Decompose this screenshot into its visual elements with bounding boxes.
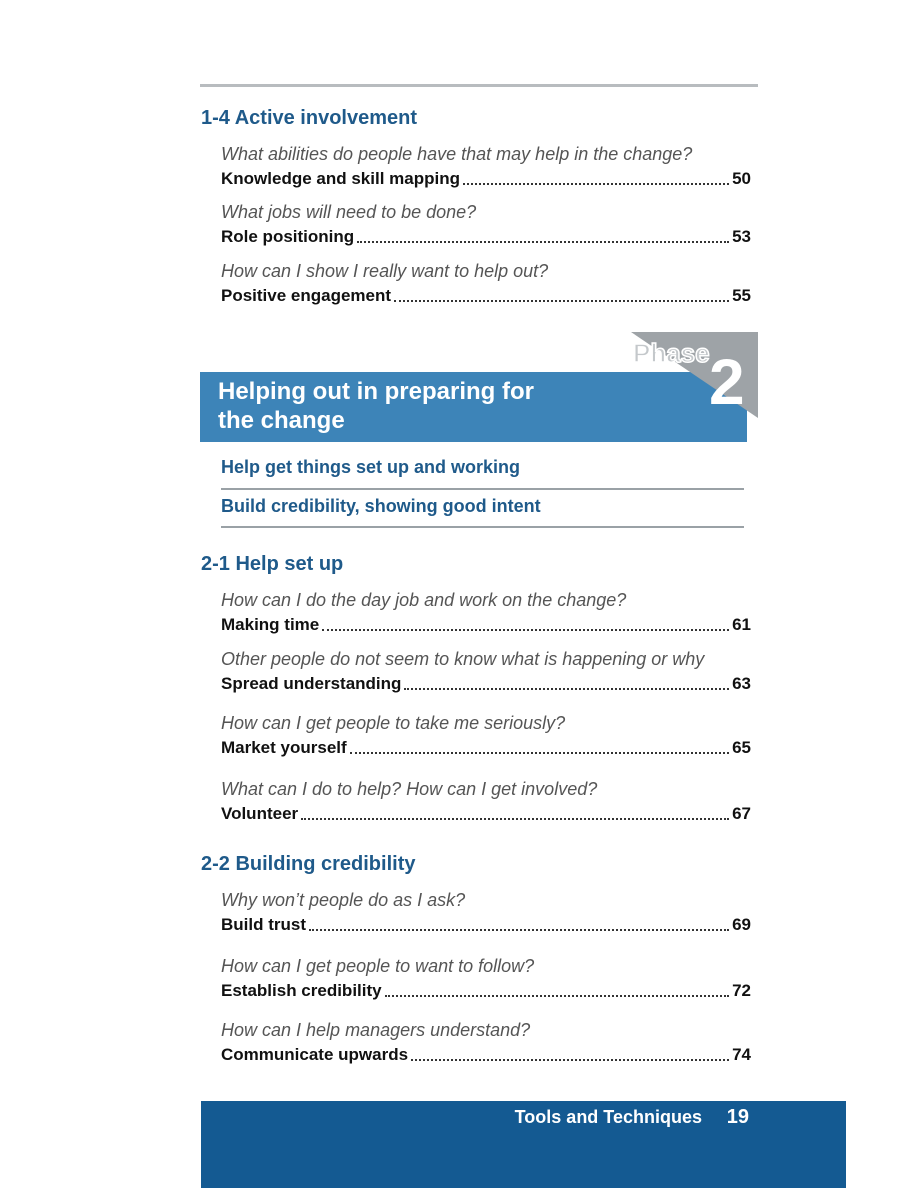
phase-title-line2: the change (218, 407, 345, 434)
page-footer (201, 1101, 846, 1188)
dot-leader (404, 688, 729, 690)
entry-page: 53 (732, 227, 751, 246)
toc-entry[interactable] (221, 712, 751, 759)
entry-question: What abilities do people have that may help in the change? (221, 144, 693, 164)
entry-title: Spread understanding (221, 674, 402, 693)
phase-2-badge (631, 332, 758, 418)
toc-entry[interactable] (221, 955, 751, 1002)
badge-number: 2 (709, 346, 745, 418)
entry-question: What can I do to help? How can I get involved? (221, 779, 598, 799)
toc-entry[interactable] (221, 143, 751, 190)
dot-leader (463, 183, 729, 185)
entry-title: Market yourself (221, 738, 347, 757)
entry-question: How can I get people to want to follow? (221, 956, 535, 976)
dot-leader (385, 995, 729, 997)
objective-rule (221, 526, 744, 528)
objective-rule (221, 488, 744, 490)
section-heading-1-4: 1-4 Active involvement (201, 107, 418, 129)
dot-leader (350, 752, 729, 754)
entry-page: 72 (732, 981, 751, 1000)
phase-objective: Help get things set up and working (221, 457, 521, 477)
entry-question: Other people do not seem to know what is happening or why (221, 649, 705, 669)
toc-entry[interactable] (221, 889, 751, 936)
entry-page: 63 (732, 674, 751, 693)
entry-page: 67 (732, 804, 751, 823)
footer-label: Tools and Techniques (514, 1107, 702, 1127)
entry-question: How can I show I really want to help out? (221, 261, 549, 281)
entry-question: Why won’t people do as I ask? (221, 890, 466, 910)
entry-title: Making time (221, 615, 320, 634)
toc-entry[interactable] (221, 201, 751, 248)
toc-entry[interactable] (221, 589, 751, 636)
page-number: 19 (726, 1106, 749, 1128)
entry-question: How can I get people to take me seriously? (221, 713, 566, 733)
entry-question: How can I help managers understand? (221, 1020, 531, 1040)
phase-title-line1: Helping out in preparing for (218, 378, 534, 405)
phase-title (218, 377, 598, 435)
entry-page: 65 (732, 738, 751, 757)
dot-leader (411, 1059, 729, 1061)
entry-title: Positive engagement (221, 286, 392, 305)
toc-entry[interactable] (221, 260, 751, 307)
entry-title: Communicate upwards (221, 1045, 409, 1064)
entry-page: 55 (732, 286, 751, 305)
dot-leader (322, 629, 729, 631)
entry-title: Role positioning (221, 227, 355, 246)
dot-leader (394, 300, 729, 302)
entry-title: Establish credibility (221, 981, 382, 1000)
entry-question: How can I do the day job and work on the change? (221, 590, 627, 610)
toc-entry[interactable] (221, 1019, 751, 1066)
toc-entry[interactable] (221, 648, 751, 695)
dot-leader (301, 818, 729, 820)
dot-leader (357, 241, 729, 243)
phase-objective: Build credibility, showing good intent (221, 496, 541, 516)
dot-leader (309, 929, 729, 931)
entry-title: Build trust (221, 915, 306, 934)
entry-page: 74 (732, 1045, 751, 1064)
entry-page: 61 (732, 615, 751, 634)
section-heading-2-2: 2-2 Building credibility (201, 853, 416, 875)
entry-title: Knowledge and skill mapping (221, 169, 460, 188)
badge-word: Phase (633, 338, 710, 368)
entry-page: 50 (732, 169, 751, 188)
entry-page: 69 (732, 915, 751, 934)
entry-question: What jobs will need to be done? (221, 202, 477, 222)
section-heading-2-1: 2-1 Help set up (201, 553, 344, 575)
entry-title: Volunteer (221, 804, 299, 823)
top-rule (200, 84, 758, 87)
toc-entry[interactable] (221, 778, 751, 825)
